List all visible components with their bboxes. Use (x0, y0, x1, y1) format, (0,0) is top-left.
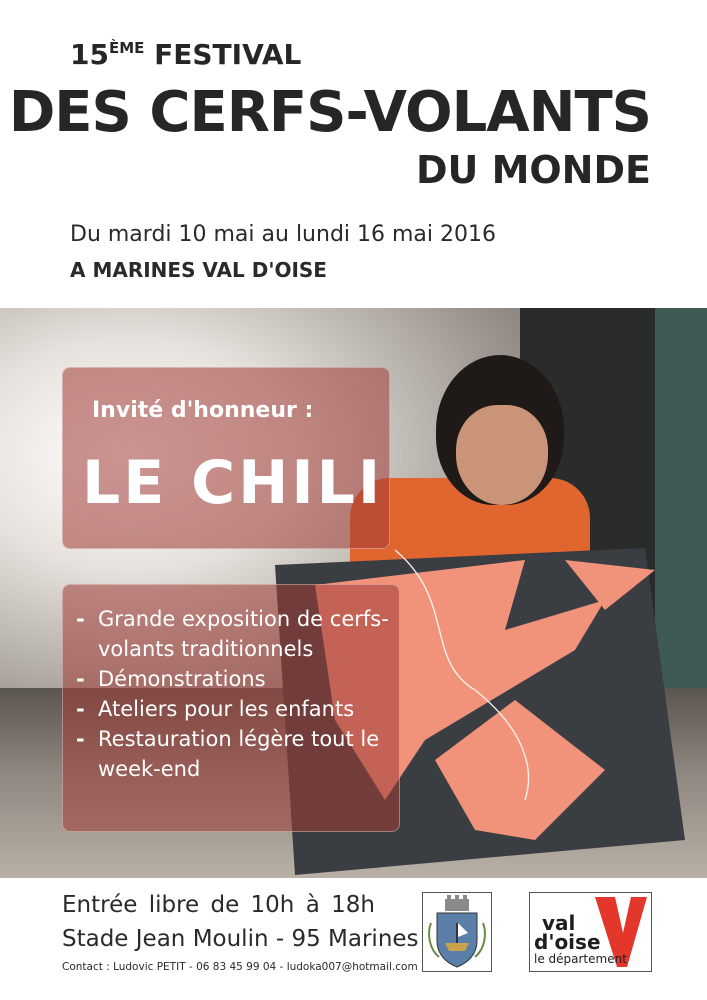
valdoise-text-departement: le département (534, 952, 627, 966)
activity-item: - Ateliers pour les enfants (76, 694, 396, 724)
town-crest-icon (422, 892, 492, 972)
activity-item: - Démonstrations (76, 664, 396, 694)
guest-label: Invité d'honneur : (92, 398, 314, 423)
festival-word: FESTIVAL (154, 38, 302, 71)
title-edition (70, 38, 301, 71)
crest-graphic (423, 893, 491, 971)
child-face (456, 405, 548, 505)
valdoise-logo (529, 892, 652, 972)
title-sub: DU MONDE (415, 148, 651, 192)
valdoise-text-doise: d'oise (534, 930, 601, 954)
venue-address: Stade Jean Moulin - 95 Marines (62, 926, 419, 952)
guest-country: LE CHILI (82, 448, 384, 518)
event-dates: Du mardi 10 mai au lundi 16 mai 2016 (70, 222, 497, 247)
title-main: DES CERFS-VOLANTS (8, 80, 651, 145)
activity-item: - Grande exposition de cerfs-volants traditionnels (76, 604, 396, 664)
activity-item: - Restauration légère tout le week-end (76, 724, 396, 784)
event-location: A MARINES VAL D'OISE (70, 258, 327, 282)
activities-list (76, 604, 396, 784)
edition-suffix: ÈME (108, 39, 145, 57)
edition-number: 15 (70, 38, 109, 71)
valdoise-text-val: val (542, 911, 576, 935)
contact-info: Contact : Ludovic PETIT - 06 83 45 99 04 - ludoka007@hotmail.com (62, 961, 418, 973)
entry-hours: Entrée libre de 10h à 18h (62, 892, 375, 918)
